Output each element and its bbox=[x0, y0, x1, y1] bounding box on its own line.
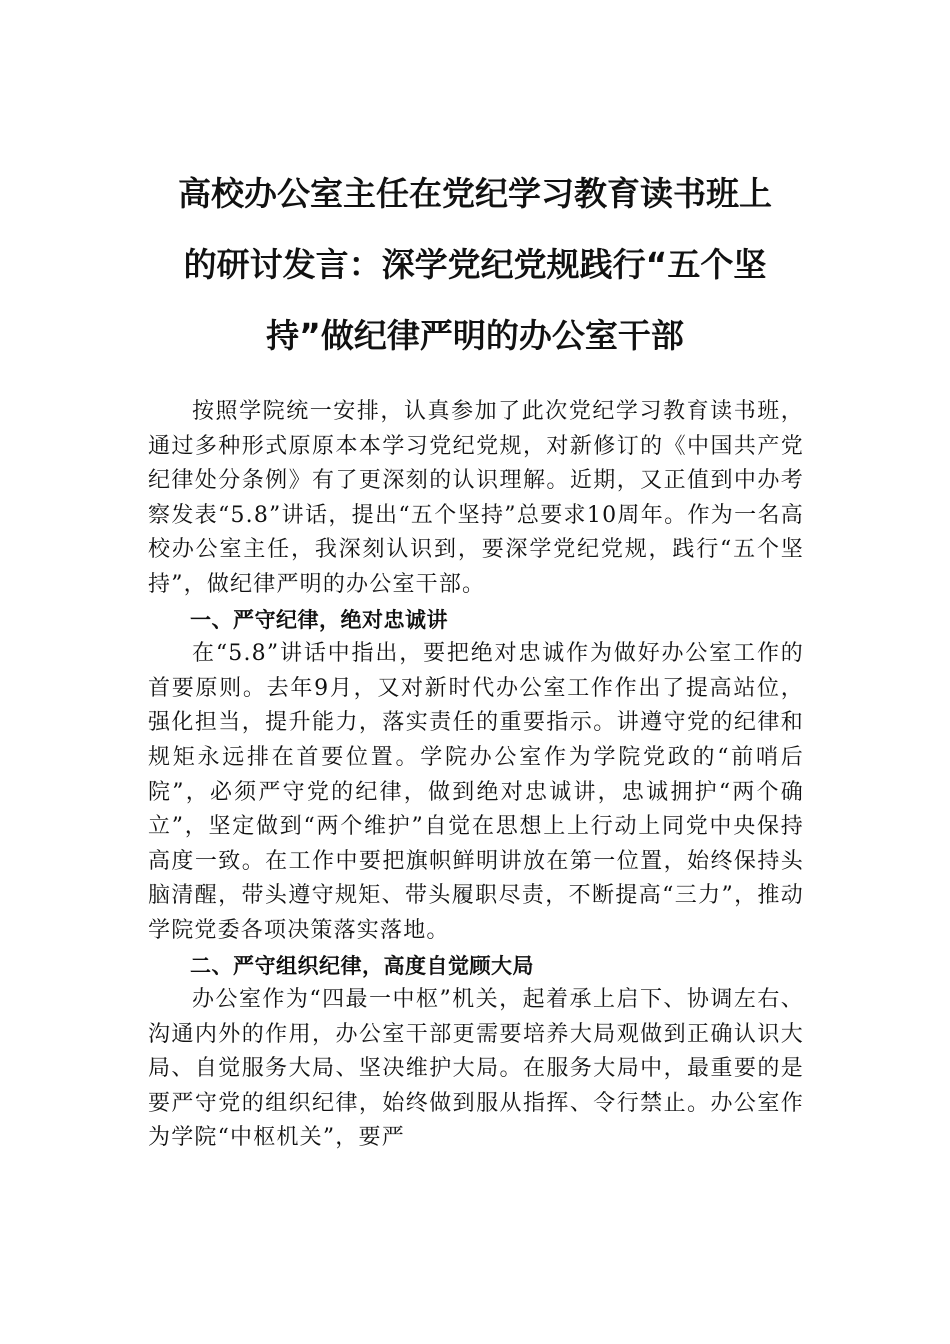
section-heading-2: 二、严守组织纪律，高度自觉顾大局 bbox=[190, 953, 534, 978]
section-heading-1: 一、严守纪律，绝对忠诚讲 bbox=[190, 607, 448, 632]
title-line-2: 的研讨发言：深学党纪党规践行“五个坚 bbox=[183, 245, 767, 284]
title-line-1: 高校办公室主任在党纪学习教育读书班上 bbox=[178, 174, 772, 213]
title-line-3: 持”做纪律严明的办公室干部 bbox=[266, 316, 684, 355]
section-1-paragraph: 在“5.8”讲话中指出，要把绝对忠诚作为做好办公室工作的首要原则。去年9月，又对新时代办公室工作作出了提高站位，强化担当，提升能力，落实责任的重要指示。讲遵守党的纪律和规矩永远排在首要位置。学院办公室作为学院党政的“前哨后院”，必须严守党的纪律，做到绝对忠诚讲，忠诚拥护“两个确立”，坚定做到“两个维护”自觉在思想上上行动上同党中央保持高度一致。在工作中要把旗帜鲜明讲放在第一位置，始终保持头脑清醒，带头遵守规矩、带头履职尽责，不断提高“三力”，推动学院党委各项决策落实落地。 bbox=[148, 641, 804, 943]
document-body bbox=[148, 395, 804, 1156]
section-2-paragraph: 办公室作为“四最一中枢”机关，起着承上启下、协调左右、沟通内外的作用，办公室干部更需要培养大局观做到正确认识大局、自觉服务大局、坚决维护大局。在服务大局中，最重要的是要严守党的组织纪律，始终做到服从指挥、令行禁止。办公室作为学院“中枢机关”，要严 bbox=[148, 987, 804, 1151]
document-title bbox=[150, 158, 800, 371]
intro-paragraph: 按照学院统一安排，认真参加了此次党纪学习教育读书班，通过多种形式原原本本学习党纪党规，对新修订的《中国共产党纪律处分条例》有了更深刻的认识理解。近期，又正值到中办考察发表“5.8”讲话，提出“五个坚持”总要求10周年。作为一名高校办公室主任，我深刻认识到，要深学党纪党规，践行“五个坚持”，做纪律严明的办公室干部。 bbox=[148, 399, 804, 597]
